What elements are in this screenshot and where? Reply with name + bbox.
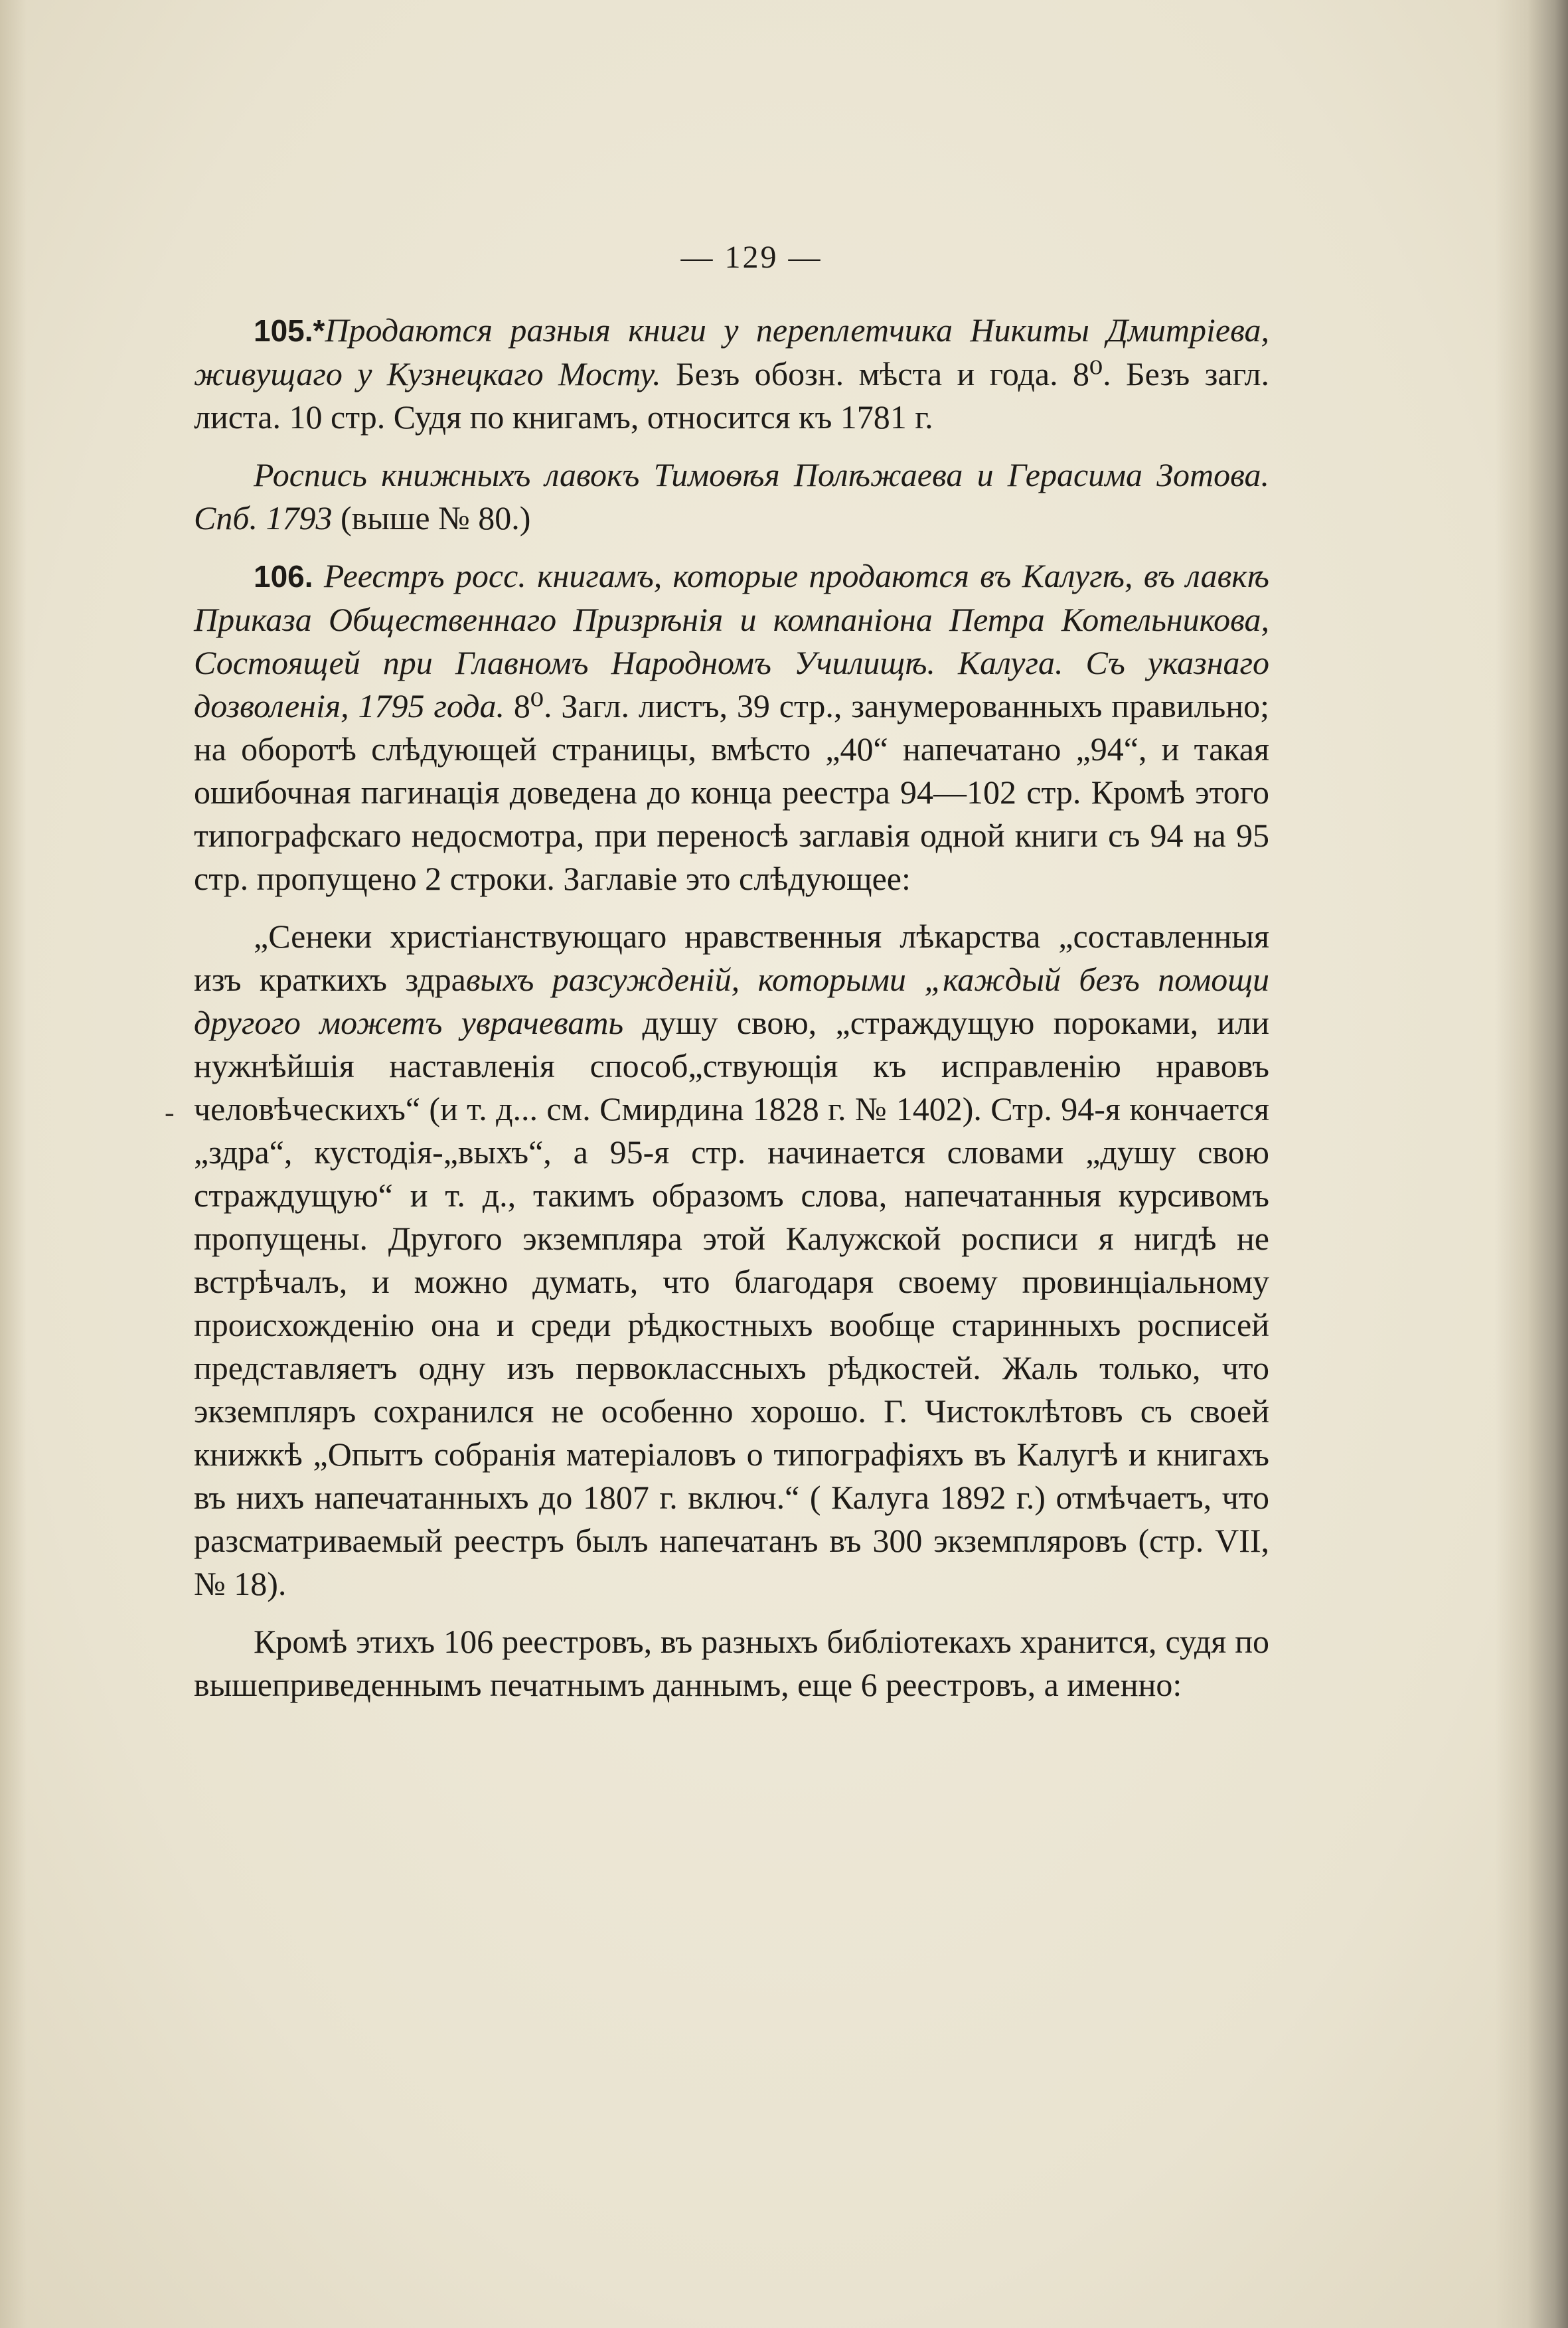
entry-105 <box>194 309 1269 439</box>
page-binding-shadow <box>1495 0 1568 2328</box>
entry-number-106: 106. <box>254 559 313 594</box>
closing-paragraph: Кромѣ этихъ 106 реестровъ, въ разныхъ библіотекахъ хранится, судя по вышеприведеннымъ печатнымъ даннымъ, еще 6 реестровъ, а именно: <box>194 1623 1269 1703</box>
page-number: — 129 — <box>680 240 823 275</box>
quoted-title-paragraph <box>194 915 1269 1606</box>
entry-106-description: 8⁰. Загл. листъ, 39 стр., занумерованныхъ правильно; на оборотѣ слѣдующей страницы, вмѣсто „40“ напечатано „94“, и такая ошибочная пагинація доведена до конца реестра 94—102 стр. Кромѣ этого типографскаго недосмотра, при переносѣ заглавія одной книги съ 94 на 95 стр. пропущено 2 строки. Заглавіе это слѣдующее: <box>194 687 1269 897</box>
quote-italic-part: выхъ разсужденій, которыми „каждый безъ помощи другого можетъ уврачевать <box>194 961 1269 1041</box>
rospis-note: (выше № 80.) <box>332 499 531 537</box>
quote-part-2: душу свою, „страждущую пороками, или нужнѣйшія наставленія способ„ствующія къ исправленію нравовъ человѣческихъ“ (и т. д... см. Смирдина 1828 г. № 1402). Стр. 94-я кончается „здра“, кустодія-„выхъ“, а 95-я стр. начинается словами „душу свою страждущую“ и т. д., такимъ образомъ слова, напечатанныя курсивомъ пропущены. Другого экземпляра этой Калужской росписи я нигдѣ не встрѣчалъ, и можно думать, что благодаря своему провинціальному происхожденію она и среди рѣдкостныхъ вообще старинныхъ росписей представляетъ одну изъ первоклассныхъ рѣдкостей. Жаль только, что экземпляръ сохранился не особенно хорошо. Г. Чистоклѣтовъ съ своей книжкѣ „Опытъ собранія матеріаловъ о типографіяхъ въ Калугѣ и книгахъ въ нихъ напечатанныхъ до 1807 г. включ.“ ( Калуга 1892 г.) отмѣчаетъ, что разсматриваемый реестръ былъ напечатанъ въ 300 экземпляровъ (стр. VII, № 18). <box>194 1004 1269 1602</box>
rospis-reference <box>194 454 1269 540</box>
page-left-edge <box>0 0 27 2328</box>
entry-106-title: Реестръ росс. книгамъ, которые продаются въ Калугѣ, въ лавкѣ Приказа Общественнаго Призрѣнія и компаніона Петра Котельникова, Состоящей при Главномъ Народномъ Училищѣ. Калуга. Съ указнаго дозволенія, 1795 года. <box>194 557 1270 724</box>
entry-number-105: 105.* <box>254 313 325 348</box>
rospis-title: Роспись книжныхъ лавокъ Тимоѳѣя Полѣжаева и Герасима Зотова. Спб. 1793 <box>194 456 1269 537</box>
entry-105-title: Продаются разныя книги у переплетчика Никиты Дмитріева, живущаго у Кузнецкаго Мосту. <box>194 311 1269 392</box>
entry-106 <box>194 554 1269 900</box>
text-block <box>194 239 1269 1721</box>
quote-part-1: „Сенеки христіанствующаго нравственныя лѣкарства „составленныя изъ краткихъ здра <box>194 918 1269 998</box>
entry-105-description: Безъ обозн. мѣста и года. 8⁰. Безъ загл. листа. 10 стр. Судя по книгамъ, относится къ 1781 г. <box>194 355 1269 436</box>
margin-dash-mark: - <box>165 1096 175 1129</box>
